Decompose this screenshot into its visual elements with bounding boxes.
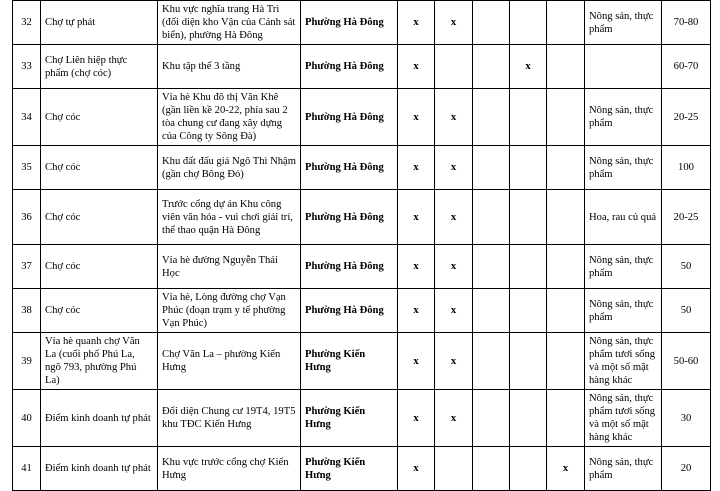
- row-number: 36: [13, 190, 41, 245]
- mark-cell: [473, 190, 510, 245]
- market-table: [12, 0, 711, 491]
- market-location: Khu vực nghĩa trang Hà Trì (đối diện kho Vận của Cảnh sát biển), phường Hà Đông: [158, 1, 301, 45]
- goods-type: Nông sản, thực phẩm: [585, 146, 662, 190]
- market-location: Vỉa hè đường Nguyễn Thái Học: [158, 245, 301, 289]
- mark-cell: x: [510, 45, 547, 89]
- goods-type: Nông sản, thực phẩm tươi sống và một số mặt hàng khác: [585, 390, 662, 447]
- goods-type: Nông sản, thực phẩm: [585, 447, 662, 491]
- vendor-count: 20-25: [662, 89, 711, 146]
- table-row: [13, 245, 711, 289]
- ward-name: Phường Hà Đông: [301, 45, 398, 89]
- mark-cell: [547, 289, 585, 333]
- vendor-count: 50-60: [662, 333, 711, 390]
- mark-cell: x: [398, 89, 435, 146]
- mark-cell: x: [547, 447, 585, 491]
- vendor-count: 20: [662, 447, 711, 491]
- ward-name: Phường Hà Đông: [301, 146, 398, 190]
- mark-cell: x: [398, 1, 435, 45]
- market-location: Khu tập thể 3 tầng: [158, 45, 301, 89]
- ward-name: Phường Kiến Hưng: [301, 447, 398, 491]
- goods-type: Nông sản, thực phẩm tươi sống và một số mặt hàng khác: [585, 333, 662, 390]
- market-location: Khu đất đấu giá Ngô Thì Nhậm (gần chợ Bông Đỏ): [158, 146, 301, 190]
- mark-cell: x: [398, 45, 435, 89]
- row-number: 33: [13, 45, 41, 89]
- mark-cell: [510, 89, 547, 146]
- mark-cell: x: [398, 390, 435, 447]
- vendor-count: 70-80: [662, 1, 711, 45]
- mark-cell: [510, 245, 547, 289]
- vendor-count: 100: [662, 146, 711, 190]
- mark-cell: [473, 289, 510, 333]
- mark-cell: [547, 89, 585, 146]
- goods-type: Hoa, rau củ quả: [585, 190, 662, 245]
- mark-cell: x: [435, 190, 473, 245]
- mark-cell: x: [435, 89, 473, 146]
- mark-cell: [473, 447, 510, 491]
- vendor-count: 30: [662, 390, 711, 447]
- mark-cell: x: [435, 390, 473, 447]
- mark-cell: [547, 333, 585, 390]
- ward-name: Phường Hà Đông: [301, 245, 398, 289]
- market-location: Trước cổng dự án Khu công viên văn hóa - vui chơi giải trí, thể thao quận Hà Đông: [158, 190, 301, 245]
- table-row: [13, 190, 711, 245]
- vendor-count: 50: [662, 245, 711, 289]
- mark-cell: x: [398, 245, 435, 289]
- row-number: 37: [13, 245, 41, 289]
- table-row: [13, 1, 711, 45]
- table-row: [13, 289, 711, 333]
- market-name: Chợ cóc: [41, 146, 158, 190]
- market-location: Vỉa hè, Lòng đường chợ Vạn Phúc (đoạn trạm y tế phường Vạn Phúc): [158, 289, 301, 333]
- row-number: 38: [13, 289, 41, 333]
- goods-type: [585, 45, 662, 89]
- ward-name: Phường Kiến Hưng: [301, 333, 398, 390]
- vendor-count: 60-70: [662, 45, 711, 89]
- mark-cell: [510, 1, 547, 45]
- mark-cell: x: [398, 447, 435, 491]
- row-number: 40: [13, 390, 41, 447]
- mark-cell: [547, 146, 585, 190]
- row-number: 39: [13, 333, 41, 390]
- mark-cell: x: [435, 1, 473, 45]
- ward-name: Phường Hà Đông: [301, 89, 398, 146]
- market-location: Chợ Văn La – phường Kiến Hưng: [158, 333, 301, 390]
- mark-cell: [473, 146, 510, 190]
- mark-cell: [510, 190, 547, 245]
- table-row: [13, 333, 711, 390]
- table-row: [13, 146, 711, 190]
- mark-cell: [473, 45, 510, 89]
- mark-cell: [510, 289, 547, 333]
- mark-cell: x: [398, 190, 435, 245]
- table-row: [13, 89, 711, 146]
- ward-name: Phường Hà Đông: [301, 1, 398, 45]
- mark-cell: x: [398, 289, 435, 333]
- mark-cell: [510, 146, 547, 190]
- market-name: Chợ cóc: [41, 89, 158, 146]
- mark-cell: [473, 245, 510, 289]
- market-name: Điểm kinh doanh tự phát: [41, 447, 158, 491]
- market-name: Chợ cóc: [41, 190, 158, 245]
- goods-type: Nông sản, thực phẩm: [585, 1, 662, 45]
- mark-cell: [547, 45, 585, 89]
- vendor-count: 50: [662, 289, 711, 333]
- mark-cell: [473, 89, 510, 146]
- goods-type: Nông sản, thực phẩm: [585, 289, 662, 333]
- ward-name: Phường Kiến Hưng: [301, 390, 398, 447]
- row-number: 35: [13, 146, 41, 190]
- market-location: Khu vực trước cổng chợ Kiến Hưng: [158, 447, 301, 491]
- market-location: Vỉa hè Khu đô thị Văn Khê (gần liền kề 20-22, phía sau 2 tòa chung cư đang xây dựng của Công ty Sông Đà): [158, 89, 301, 146]
- mark-cell: x: [398, 333, 435, 390]
- mark-cell: [547, 245, 585, 289]
- table-row: [13, 45, 711, 89]
- mark-cell: x: [435, 333, 473, 390]
- goods-type: Nông sản, thực phẩm: [585, 245, 662, 289]
- table-row: [13, 447, 711, 491]
- row-number: 34: [13, 89, 41, 146]
- market-name: Chợ cóc: [41, 289, 158, 333]
- market-name: Chợ cóc: [41, 245, 158, 289]
- mark-cell: x: [398, 146, 435, 190]
- market-location: Đối diện Chung cư 19T4, 19T5 khu TĐC Kiến Hưng: [158, 390, 301, 447]
- vendor-count: 20-25: [662, 190, 711, 245]
- row-number: 32: [13, 1, 41, 45]
- mark-cell: [435, 45, 473, 89]
- mark-cell: [510, 447, 547, 491]
- ward-name: Phường Hà Đông: [301, 190, 398, 245]
- mark-cell: [547, 190, 585, 245]
- mark-cell: [473, 333, 510, 390]
- row-number: 41: [13, 447, 41, 491]
- market-name: Chợ Liên hiệp thực phẩm (chợ cóc): [41, 45, 158, 89]
- goods-type: Nông sản, thực phẩm: [585, 89, 662, 146]
- mark-cell: [510, 333, 547, 390]
- mark-cell: [473, 1, 510, 45]
- mark-cell: [435, 447, 473, 491]
- market-name: Vỉa hè quanh chợ Văn La (cuối phố Phú La, ngõ 793, phường Phú La): [41, 333, 158, 390]
- mark-cell: [547, 1, 585, 45]
- market-name: Chợ tự phát: [41, 1, 158, 45]
- mark-cell: x: [435, 289, 473, 333]
- mark-cell: x: [435, 146, 473, 190]
- ward-name: Phường Hà Đông: [301, 289, 398, 333]
- market-name: Điểm kinh doanh tự phát: [41, 390, 158, 447]
- mark-cell: x: [435, 245, 473, 289]
